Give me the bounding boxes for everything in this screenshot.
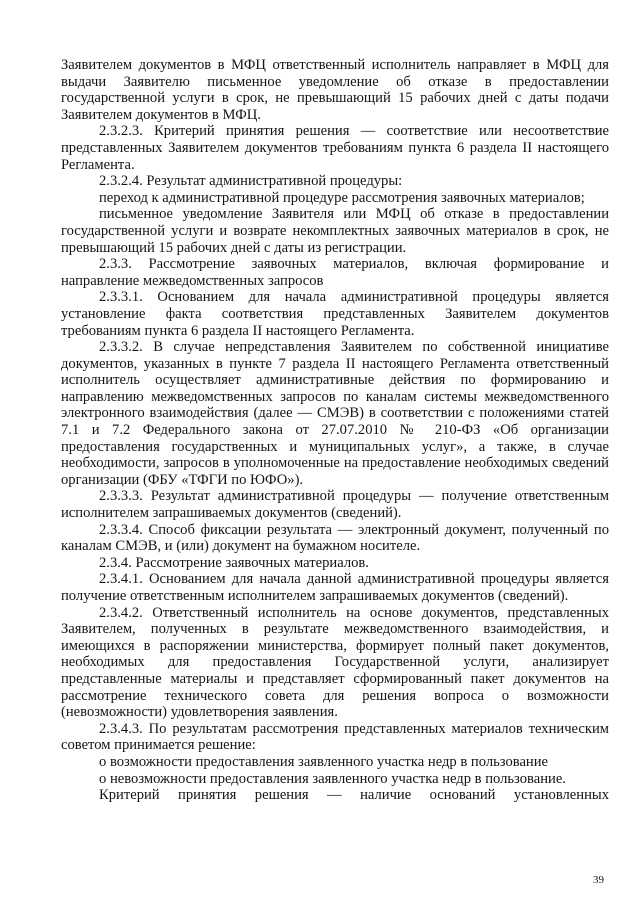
paragraph-2-3-3-3: 2.3.3.3. Результат административной процедуры — получение ответственным исполнителем запрашиваемых документов (сведений). <box>61 488 609 522</box>
paragraph-2-3-3-4: 2.3.3.4. Способ фиксации результата — электронный документ, полученный по каналам СМЭВ, и (или) документ на бумажном носителе. <box>61 521 609 555</box>
paragraph-continuation: Заявителем документов в МФЦ ответственный исполнитель направляет в МФЦ для выдачи Заявителю письменное уведомление об отказе в предоставлении государственной услуги в срок, не превышающий 15 рабочих дней с даты подачи Заявителем документов в МФЦ. <box>61 57 609 123</box>
paragraph-2-3-2-3: 2.3.2.3. Критерий принятия решения — соответствие или несоответствие представленных Заявителем документов требованиям пункта 6 раздела II настоящего Регламента. <box>61 123 609 173</box>
paragraph-result-refusal: письменное уведомление Заявителя или МФЦ об отказе в предоставлении государственной услуги и возврате некомплектных заявочных материалов в срок, не превышающий 15 рабочих дней с даты из регистрации. <box>61 206 609 256</box>
paragraph-result-transition: переход к административной процедуре рассмотрения заявочных материалов; <box>99 189 585 206</box>
paragraph-decision-possible: о возможности предоставления заявленного участка недр в пользование <box>99 753 549 770</box>
paragraph-2-3-4: 2.3.4. Рассмотрение заявочных материалов. <box>99 554 369 571</box>
paragraph-2-3-3-1: 2.3.3.1. Основанием для начала административной процедуры является установление факта соответствия представленных Заявителем документов требованиям пункта 6 раздела II настоящего Регламента. <box>61 289 609 339</box>
document-page <box>61 57 609 804</box>
paragraph-2-3-4-1: 2.3.4.1. Основанием для начала данной административной процедуры является получение ответственным исполнителем запрашиваемых документов (сведений). <box>61 571 609 604</box>
page-number: 39 <box>593 874 604 886</box>
paragraph-decision-impossible: о невозможности предоставления заявленного участка недр в пользование. <box>99 770 566 787</box>
paragraph-2-3-3: 2.3.3. Рассмотрение заявочных материалов, включая формирование и направление межведомственных запросов <box>61 256 609 289</box>
paragraph-2-3-3-2: 2.3.3.2. В случае непредставления Заявителем по собственной инициативе документов, указанных в пункте 7 раздела II настоящего Регламента ответственный исполнитель осуществляет административные действия по формированию и направлению межведомственных запросов по каналам системы межведомственного электронного взаимодействия (далее — СМЭВ) в соответствии с положениями статей 7.1 и 7.2 Федерального закона от 27.07.2010 № 210-ФЗ «Об организации предоставления государственных и муниципальных услуг», а также, в случае необходимости, запросов в уполномоченные на предоставление необходимых сведений организации (ФБУ «ТФГИ по ЮФО»). <box>61 339 609 488</box>
paragraph-2-3-4-3: 2.3.4.3. По результатам рассмотрения представленных материалов техническим советом принимается решение: <box>61 720 609 754</box>
paragraph-decision-criterion: Критерий принятия решения — наличие оснований установленных <box>99 787 609 804</box>
paragraph-2-3-4-2: 2.3.4.2. Ответственный исполнитель на основе документов, представленных Заявителем, полученных в результате межведомственного взаимодействия, и имеющихся в распоряжении министерства, формирует полный пакет документов, необходимых для предоставления Государственной услуги, анализирует представленные материалы и представляет сформированный пакет документов на рассмотрение технического совета для решения вопроса о возможности (невозможности) удовлетворения заявления. <box>61 604 609 721</box>
paragraph-2-3-2-4: 2.3.2.4. Результат административной процедуры: <box>99 173 403 190</box>
